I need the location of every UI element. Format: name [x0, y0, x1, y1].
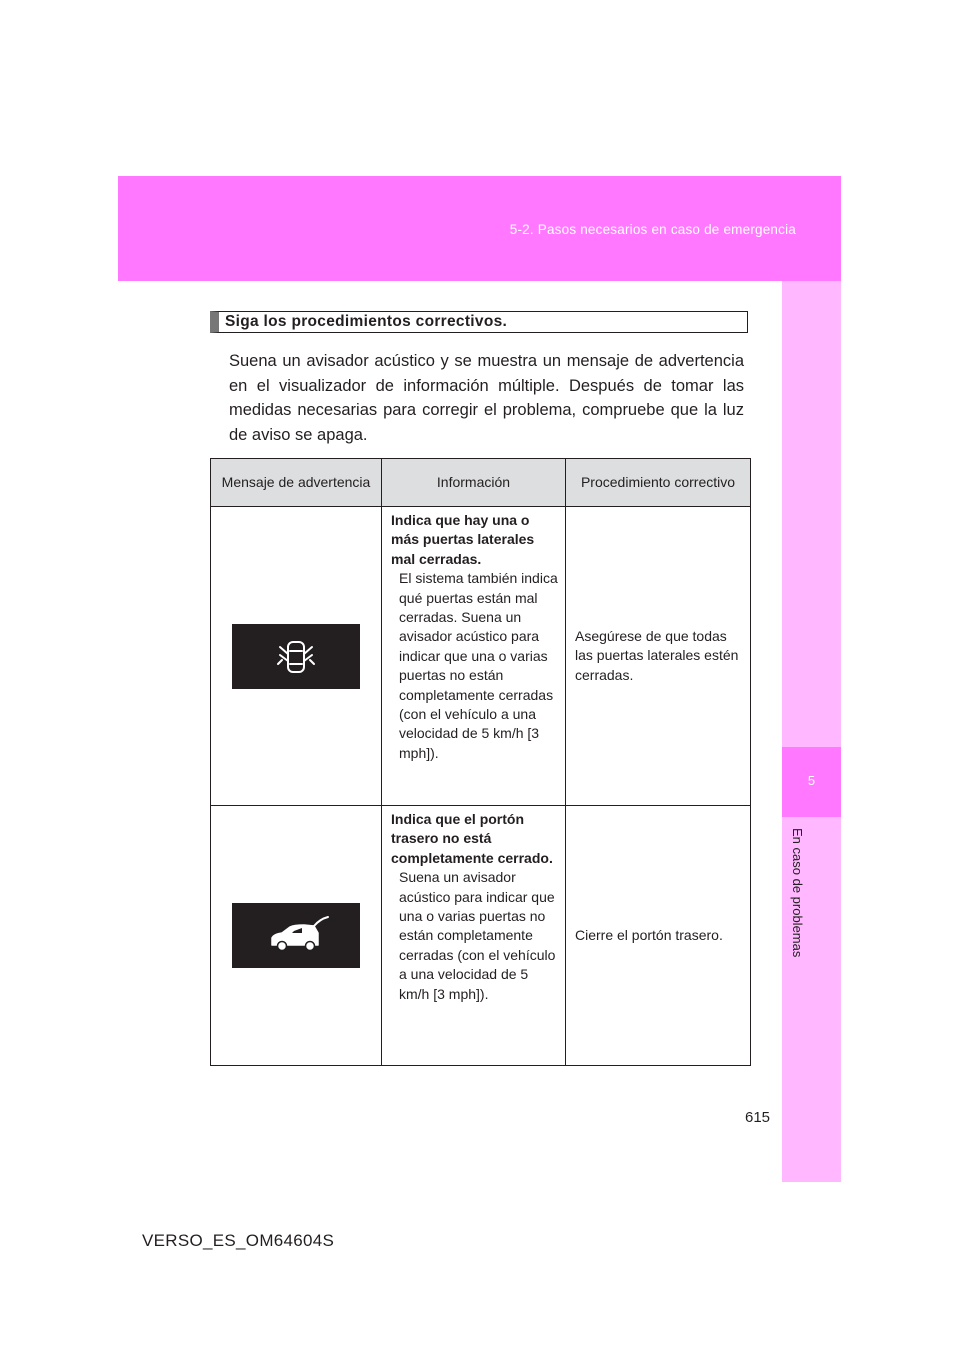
tailgate-open-icon: [232, 903, 360, 968]
chapter-side-tab: [782, 281, 841, 1182]
info-detail: El sistema también indica qué puertas están mal cerradas. Suena un avisador acústico para indicar que una o varias puertas no están completamente cerradas (con el vehículo a una velocidad de 5 km/h [3 mph]).: [399, 570, 558, 761]
info-summary: Indica que hay una o más puertas laterales mal cerradas.: [391, 512, 535, 567]
procedure-cell: Cierre el portón trasero.: [566, 806, 751, 1066]
section-heading: [210, 311, 748, 333]
column-header-message: Mensaje de advertencia: [211, 459, 382, 507]
page-number: 615: [745, 1109, 771, 1126]
table-row: [211, 507, 751, 806]
info-cell: [382, 806, 566, 1066]
column-header-procedure: Procedimiento correctivo: [566, 459, 751, 507]
info-cell: [382, 507, 566, 806]
chapter-title: En caso de problemas: [790, 828, 805, 958]
table-row: [211, 806, 751, 1066]
procedure-cell: Asegúrese de que todas las puertas laterales estén cerradas.: [566, 507, 751, 806]
column-header-info: Información: [382, 459, 566, 507]
section-heading-text: Siga los procedimientos correctivos.: [225, 313, 508, 330]
warning-icon-cell: [211, 507, 382, 806]
info-summary: Indica que el portón trasero no está completamente cerrado.: [391, 811, 553, 866]
breadcrumb: 5-2. Pasos necesarios en caso de emergencia: [509, 222, 796, 237]
warning-icon-cell: [211, 806, 382, 1066]
section-body: Suena un avisador acústico y se muestra un mensaje de advertencia en el visualizador de información múltiple. Después de tomar las medidas necesarias para corregir el problema, compruebe que la luz de aviso se apaga.: [229, 352, 744, 444]
chapter-number: 5: [807, 773, 816, 788]
chapter-tab-active[interactable]: [782, 747, 841, 817]
header-band: [118, 176, 841, 281]
info-detail: Suena un avisador acústico para indicar que una o varias puertas no están completamente cerradas (con el vehículo a una velocidad de 5 km/h [3 mph]).: [399, 869, 556, 1002]
door-open-icon: [232, 624, 360, 689]
table-header-row: [211, 459, 751, 507]
warning-table: [210, 458, 751, 1066]
document-code: VERSO_ES_OM64604S: [142, 1231, 335, 1250]
